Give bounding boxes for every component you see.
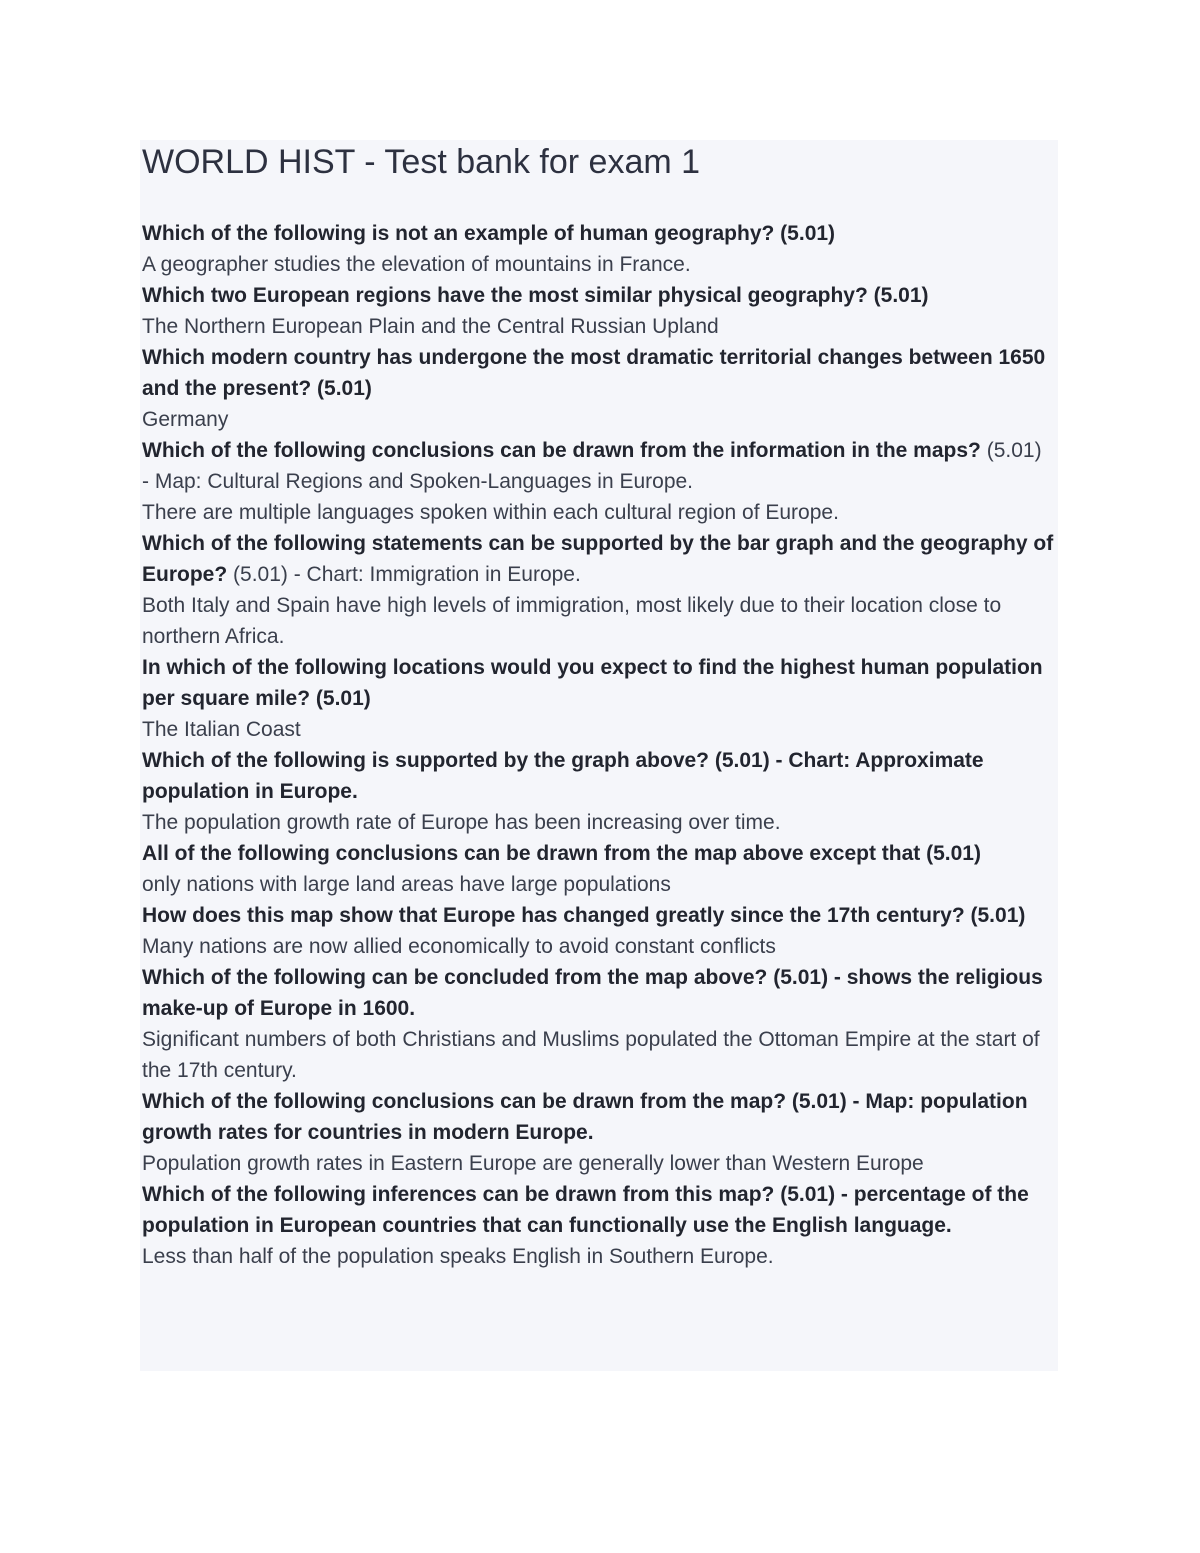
answer-text: A geographer studies the elevation of mountains in France.	[142, 253, 691, 276]
qa-item	[142, 1179, 1054, 1272]
answer-text: Germany	[142, 408, 229, 431]
answer-text: only nations with large land areas have large populations	[142, 873, 671, 896]
answer-text: Less than half of the population speaks English in Southern Europe.	[142, 1245, 774, 1268]
qa-item	[142, 218, 1054, 280]
question-text: Which of the following is supported by the graph above? (5.01) - Chart: Approximate population in Europe.	[142, 749, 984, 803]
question-text: Which two European regions have the most similar physical geography? (5.01)	[142, 284, 929, 307]
qa-item	[142, 280, 1054, 342]
question-text: How does this map show that Europe has changed greatly since the 17th century? (5.01)	[142, 904, 1026, 927]
answer-text: The population growth rate of Europe has been increasing over time.	[142, 811, 781, 834]
question-text: Which of the following inferences can be drawn from this map? (5.01) - percentage of the population in European countries that can functionally use the English language.	[142, 1183, 1029, 1237]
qa-list	[142, 218, 1054, 1272]
qa-item	[142, 900, 1054, 962]
question-note: (5.01) - Map: Cultural Regions and Spoken-Languages in Europe.	[142, 439, 1042, 493]
qa-item	[142, 435, 1054, 528]
question-text: Which of the following conclusions can be drawn from the information in the maps?	[142, 439, 981, 462]
qa-item	[142, 745, 1054, 838]
question-paragraph	[142, 280, 1054, 311]
qa-item	[142, 528, 1054, 652]
question-text: Which of the following statements can be supported by the bar graph and the geography of Europe?	[142, 532, 1054, 586]
question-text: All of the following conclusions can be drawn from the map above except that (5.01)	[142, 842, 981, 865]
qa-item	[142, 838, 1054, 900]
qa-item	[142, 342, 1054, 435]
question-paragraph	[142, 528, 1054, 590]
question-paragraph	[142, 342, 1054, 404]
answer-text: The Northern European Plain and the Central Russian Upland	[142, 315, 719, 338]
question-paragraph	[142, 218, 1054, 249]
qa-item	[142, 1086, 1054, 1179]
question-paragraph	[142, 1086, 1054, 1148]
answer-text: Population growth rates in Eastern Europe are generally lower than Western Europe	[142, 1152, 924, 1175]
qa-item	[142, 962, 1054, 1086]
question-text: Which of the following conclusions can be drawn from the map? (5.01) - Map: population growth rates for countries in modern Europe.	[142, 1090, 1028, 1144]
question-note: (5.01) - Chart: Immigration in Europe.	[233, 563, 581, 586]
qa-item	[142, 652, 1054, 745]
question-text: Which of the following is not an example of human geography? (5.01)	[142, 222, 836, 245]
question-text: Which of the following can be concluded from the map above? (5.01) - shows the religious make-up of Europe in 1600.	[142, 966, 1043, 1020]
document-title: WORLD HIST - Test bank for exam 1	[142, 143, 701, 181]
question-paragraph	[142, 900, 1054, 931]
question-paragraph	[142, 838, 1054, 869]
question-paragraph	[142, 1179, 1054, 1241]
question-paragraph	[142, 745, 1054, 807]
answer-text: There are multiple languages spoken within each cultural region of Europe.	[142, 501, 839, 524]
question-text: Which modern country has undergone the most dramatic territorial changes between 1650 and the present? (5.01)	[142, 346, 1046, 400]
question-text: In which of the following locations would you expect to find the highest human population per square mile? (5.01)	[142, 656, 1043, 710]
answer-text: The Italian Coast	[142, 718, 301, 741]
answer-text: Both Italy and Spain have high levels of immigration, most likely due to their location close to northern Africa.	[142, 594, 1002, 648]
question-paragraph	[142, 652, 1054, 714]
question-paragraph	[142, 962, 1054, 1024]
question-paragraph	[142, 435, 1054, 497]
answer-text: Many nations are now allied economically to avoid constant conflicts	[142, 935, 776, 958]
answer-text: Significant numbers of both Christians and Muslims populated the Ottoman Empire at the start of the 17th century.	[142, 1028, 1040, 1082]
